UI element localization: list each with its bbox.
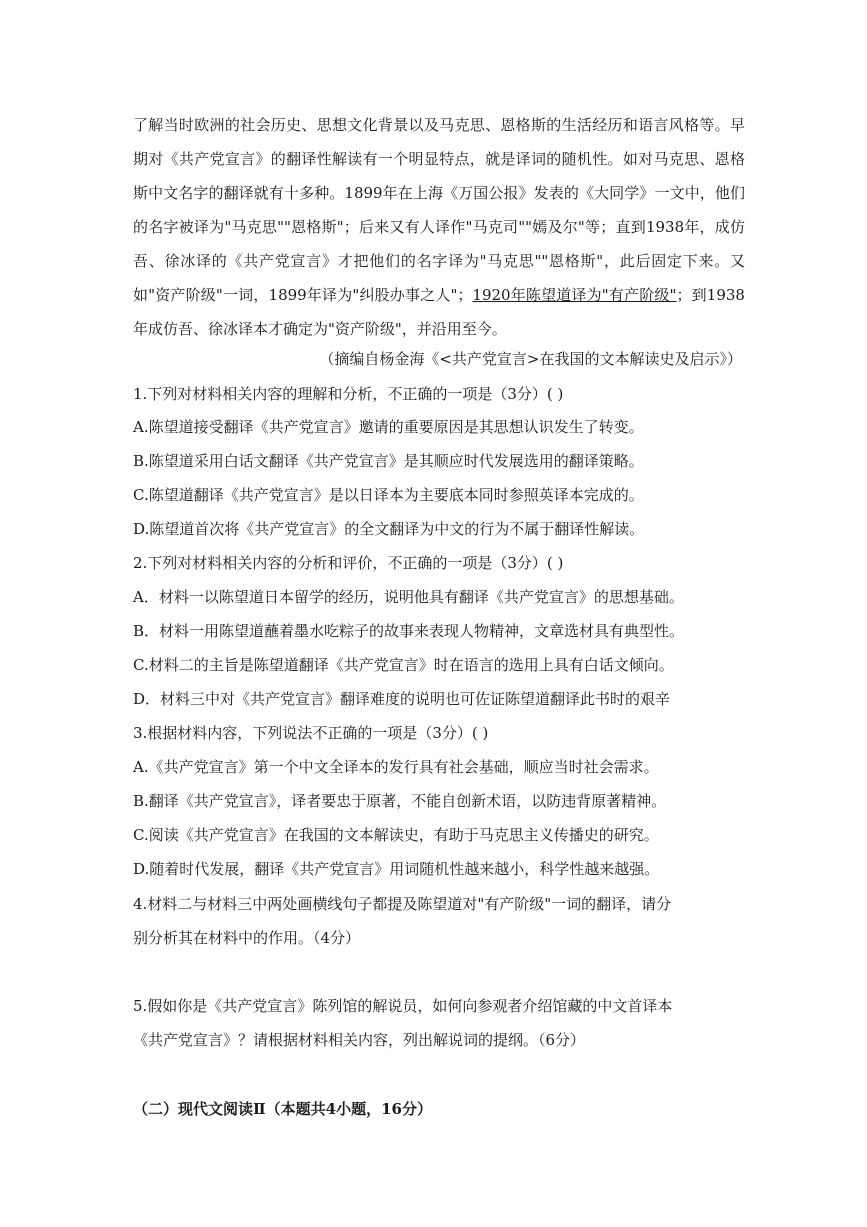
question-5-line-1: 5.假如你是《共产党宣言》陈列馆的解说员，如何向参观者介绍馆藏的中文首译本 bbox=[133, 997, 673, 1015]
question-5-line-2: 《共产党宣言》？请根据材料相关内容，列出解说词的提纲。（6分） bbox=[133, 1031, 586, 1049]
passage-paragraph bbox=[133, 108, 745, 346]
question-4-line-1: 4.材料二与材料三中两处画横线句子都提及陈望道对"有产阶级"一词的翻译，请分 bbox=[133, 895, 672, 913]
passage-text: 了解当时欧洲的社会历史、思想文化背景以及马克思、恩格斯的生活经历和语言风格等。早期对《共产党宣言》的翻译性解读有一个明显特点，就是译词的随机性。如对马克思、恩格斯中文名字的翻译就有十多种。1899年在上海《万国公报》发表的《大同学》一文中，他们的名字被译为"马克思""恩格斯"；后来又有人译作"马克司""嫣及尔"等；直到1938年，成仿吾、徐冰译的《共产党宣言》才把他们的名字译为"马克思""恩格斯"，此后固定下来。又如"资产阶级"一词，1899年译为"纠股办事之人"； bbox=[133, 116, 745, 304]
question-1-option-d: D.陈望道首次将《共产党宣言》的全文翻译为中文的行为不属于翻译性解读。 bbox=[133, 520, 645, 538]
question-1-option-a: A.陈望道接受翻译《共产党宣言》邀请的重要原因是其思想认识发生了转变。 bbox=[133, 418, 644, 436]
question-3-option-a: A.《共产党宣言》第一个中文全译本的发行具有社会基础，顺应当时社会需求。 bbox=[133, 758, 659, 776]
question-3-option-b: B.翻译《共产党宣言》，译者要忠于原著，不能自创新术语，以防违背原著精神。 bbox=[133, 792, 667, 810]
question-2-option-c: C.材料二的主旨是陈望道翻译《共产党宣言》时在语言的选用上具有白话文倾向。 bbox=[133, 656, 674, 674]
question-2: 2.下列对材料相关内容的分析和评价，不正确的一项是（3分）( ) bbox=[133, 554, 564, 572]
question-3-option-d: D.随着时代发展，翻译《共产党宣言》用词随机性越来越小，科学性越来越强。 bbox=[133, 860, 660, 878]
question-1-option-c: C.陈望道翻译《共产党宣言》是以日译本为主要底本同时参照英译本完成的。 bbox=[133, 486, 644, 504]
question-3-option-c: C.阅读《共产党宣言》在我国的文本解读史，有助于马克思主义传播史的研究。 bbox=[133, 826, 659, 844]
section-heading: （二）现代文阅读Ⅱ（本题共4小题，16分） bbox=[133, 1100, 432, 1118]
question-4-line-2: 别分析其在材料中的作用。（4分） bbox=[133, 929, 361, 947]
question-2-option-d: D．材料三中对《共产党宣言》翻译难度的说明也可佐证陈望道翻译此书时的艰辛 bbox=[133, 690, 671, 708]
question-1-option-b: B.陈望道采用白话文翻译《共产党宣言》是其顺应时代发展选用的翻译策略。 bbox=[133, 452, 644, 470]
passage-text-end: ；到1938年成仿吾、徐冰译本才确定为"资产阶级"，并沿用至今。 bbox=[133, 286, 745, 338]
source-citation: （摘编自杨金海《<共产党宣言>在我国的文本解读史及启示》） bbox=[319, 350, 742, 368]
underlined-sentence: 1920年陈望道译为"有产阶级" bbox=[472, 286, 677, 304]
question-1: 1.下列对材料相关内容的理解和分析，不正确的一项是（3分）( ) bbox=[133, 385, 564, 403]
question-3: 3.根据材料内容，下列说法不正确的一项是（3分）( ) bbox=[133, 724, 489, 742]
question-2-option-a: A．材料一以陈望道日本留学的经历，说明他具有翻译《共产党宣言》的思想基础。 bbox=[133, 588, 684, 606]
question-2-option-b: B．材料一用陈望道蘸着墨水吃粽子的故事来表现人物精神，文章选材具有典型性。 bbox=[133, 622, 685, 640]
